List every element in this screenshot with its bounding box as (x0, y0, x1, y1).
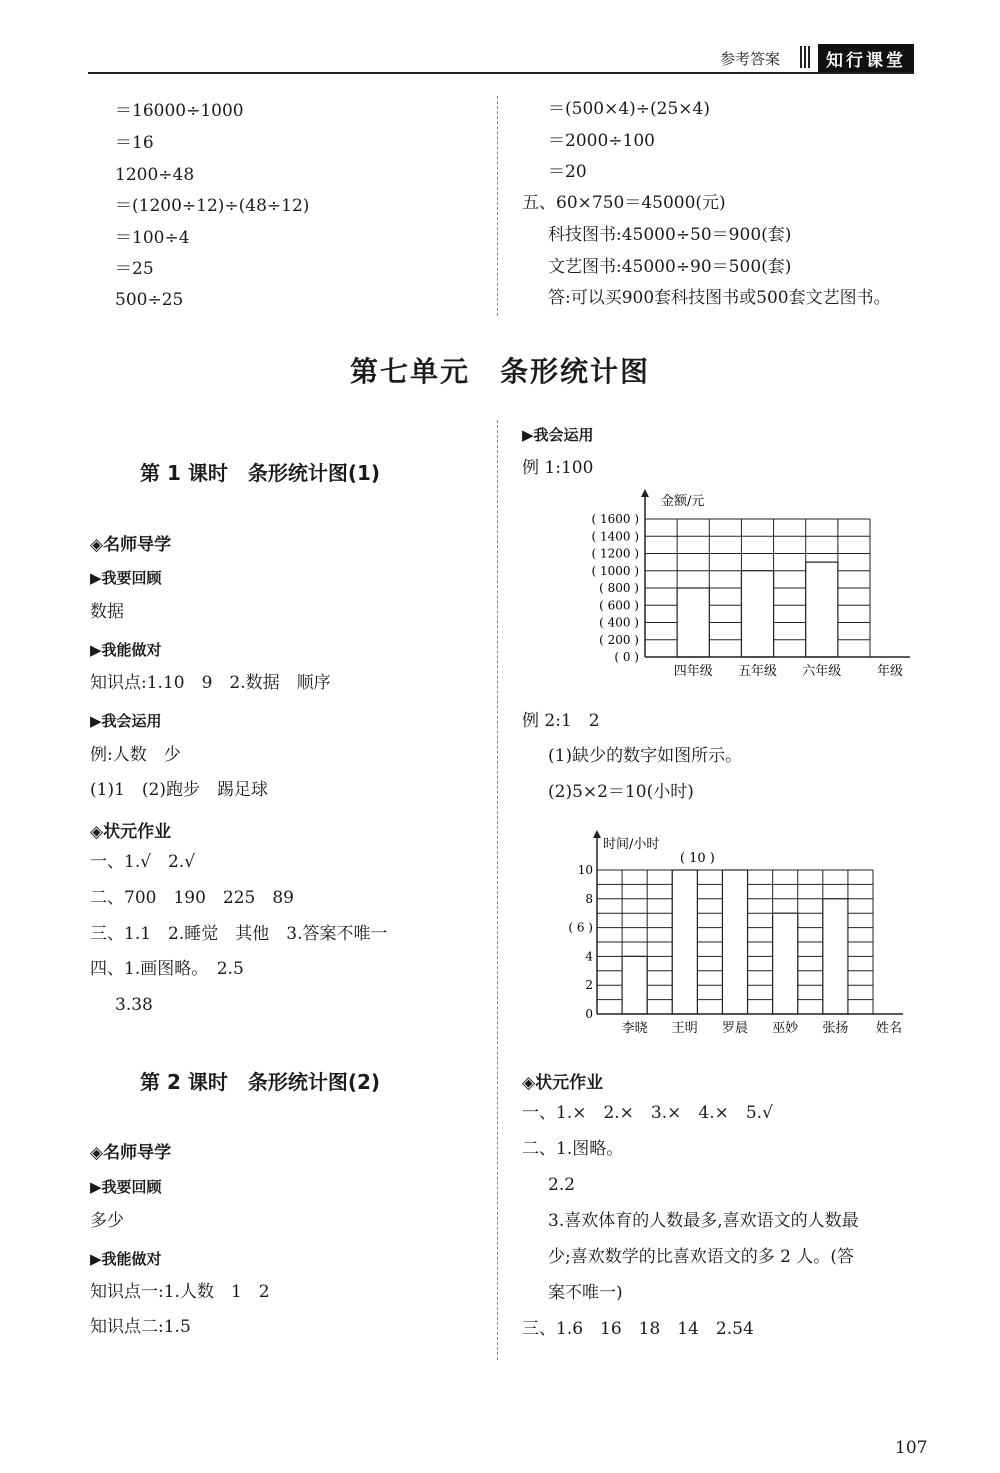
chart-2 (555, 826, 915, 1041)
lesson-1-title: 第 1 课时 条形统计图(1) (140, 461, 381, 485)
x-tick-label: 罗晨 (721, 1021, 749, 1036)
x-axis-label: 姓名 (875, 1021, 903, 1036)
y-axis-arrow (593, 830, 601, 838)
calc-line: ＝16 (115, 133, 154, 153)
unit-title: 第七单元 条形统计图 (349, 355, 650, 388)
y-tick-label: ( 400 ) (599, 615, 639, 630)
y-tick-label: ( 1600 ) (591, 512, 639, 526)
answer-line: (1)1 (2)跑步 踢足球 (90, 780, 268, 800)
answer-line: 二、700 190 225 89 (90, 888, 294, 908)
column-divider (497, 420, 498, 1360)
calc-line: ＝16000÷1000 (115, 101, 244, 121)
answer-line: 知识点一:1.人数 1 2 (90, 1282, 270, 1302)
calc-line: ＝2000÷100 (548, 131, 655, 151)
answer-line: 知识点:1.10 9 2.数据 顺序 (90, 673, 331, 693)
sub-heading: ▶我会运用 (522, 426, 594, 444)
answer-line: 一、1.√ 2.√ (90, 852, 196, 872)
y-tick-label: ( 0 ) (614, 650, 639, 664)
section-heading: ◈名师导学 (90, 535, 172, 555)
bar (773, 913, 798, 1014)
answer-line: 3.喜欢体育的人数最多,喜欢语文的人数最 (548, 1211, 859, 1231)
y-tick-label: 8 (585, 891, 593, 906)
x-tick-label: 张扬 (822, 1021, 849, 1036)
answer-line: 二、1.图略。 (522, 1139, 624, 1159)
x-tick-label: 王明 (671, 1021, 698, 1036)
answer-line: (2)5×2＝10(小时) (548, 782, 694, 802)
bar (622, 956, 647, 1014)
y-tick-label: 10 (577, 863, 593, 877)
calc-line: ＝20 (548, 162, 587, 182)
sub-heading: ▶我能做对 (90, 641, 162, 659)
answer-line: 案不唯一) (548, 1283, 623, 1303)
header-label: 参考答案 (720, 50, 781, 68)
calc-line: ＝(500×4)÷(25×4) (548, 99, 710, 119)
answer-line: 答:可以买900套科技图书或500套文艺图书。 (548, 288, 891, 308)
bar (741, 571, 773, 657)
answer-line: 例:人数 少 (90, 745, 181, 765)
y-tick-label: 4 (585, 949, 593, 964)
sub-heading: ▶我能做对 (90, 1250, 162, 1268)
answer-line: (1)缺少的数字如图所示。 (548, 746, 743, 766)
answer-line: 3.38 (115, 995, 153, 1015)
y-tick-label: ( 200 ) (599, 632, 639, 647)
bar (823, 899, 848, 1014)
calc-line: 1200÷48 (115, 165, 195, 185)
y-tick-label: 0 (585, 1007, 593, 1021)
answer-line: 三、1.1 2.睡觉 其他 3.答案不唯一 (90, 924, 388, 944)
bar (677, 588, 709, 657)
answer-line: 数据 (90, 602, 124, 622)
calc-line: ＝100÷4 (115, 228, 190, 248)
answer-line: 一、1.× 2.× 3.× 4.× 5.√ (522, 1103, 773, 1123)
header-divider-bars (800, 46, 814, 68)
header-brand: 知行课堂 (818, 44, 914, 73)
bar-annotation: ( 10 ) (679, 851, 715, 866)
lesson-2-title: 第 2 课时 条形统计图(2) (140, 1070, 381, 1094)
y-axis-label: 金额/元 (661, 494, 705, 509)
x-tick-label: 巫妙 (772, 1021, 799, 1036)
x-tick-label: 李晓 (621, 1021, 648, 1036)
y-tick-label: ( 1000 ) (591, 563, 639, 578)
sub-heading: ▶我要回顾 (90, 569, 162, 587)
y-tick-label: ( 1200 ) (591, 546, 639, 561)
y-tick-label: ( 6 ) (568, 920, 593, 935)
answer-line: 知识点二:1.5 (90, 1317, 191, 1337)
y-axis-label: 时间/小时 (603, 837, 660, 852)
y-axis-arrow (641, 489, 649, 497)
calc-line: 500÷25 (115, 290, 184, 310)
answer-line: 文艺图书:45000÷90＝500(套) (548, 257, 792, 277)
section-heading: ◈状元作业 (522, 1073, 604, 1093)
x-tick-label: 四年级 (673, 664, 713, 679)
answer-line: 多少 (90, 1211, 124, 1231)
page-number: 107 (895, 1438, 928, 1458)
calc-line: ＝(1200÷12)÷(48÷12) (115, 196, 310, 216)
column-divider (497, 96, 498, 316)
example-line: 例 2:1 2 (522, 711, 600, 731)
header-rule (88, 72, 914, 74)
section-heading: ◈状元作业 (90, 822, 172, 842)
calc-line: ＝25 (115, 259, 154, 279)
y-tick-label: ( 1400 ) (591, 529, 639, 544)
answer-line: 五、60×750＝45000(元) (522, 193, 726, 213)
x-tick-label: 六年级 (802, 664, 842, 679)
answer-line: 三、1.6 16 18 14 2.54 (522, 1319, 754, 1339)
y-tick-label: ( 600 ) (599, 598, 639, 613)
answer-line: 四、1.画图略。 2.5 (90, 959, 244, 979)
y-tick-label: 2 (585, 978, 593, 993)
y-tick-label: ( 800 ) (599, 581, 639, 595)
section-heading: ◈名师导学 (90, 1143, 172, 1163)
sub-heading: ▶我要回顾 (90, 1178, 162, 1196)
answer-line: 2.2 (548, 1175, 576, 1195)
sub-heading: ▶我会运用 (90, 712, 162, 730)
x-tick-label: 五年级 (737, 664, 778, 679)
example-line: 例 1:100 (522, 458, 594, 478)
bar (722, 870, 747, 1014)
answer-line: 少;喜欢数学的比喜欢语文的多 2 人。(答 (548, 1247, 854, 1267)
x-axis-label: 年级 (876, 664, 904, 679)
bar (806, 562, 838, 657)
chart-1 (580, 485, 920, 685)
bar (672, 870, 697, 1014)
answer-line: 科技图书:45000÷50＝900(套) (548, 225, 792, 245)
